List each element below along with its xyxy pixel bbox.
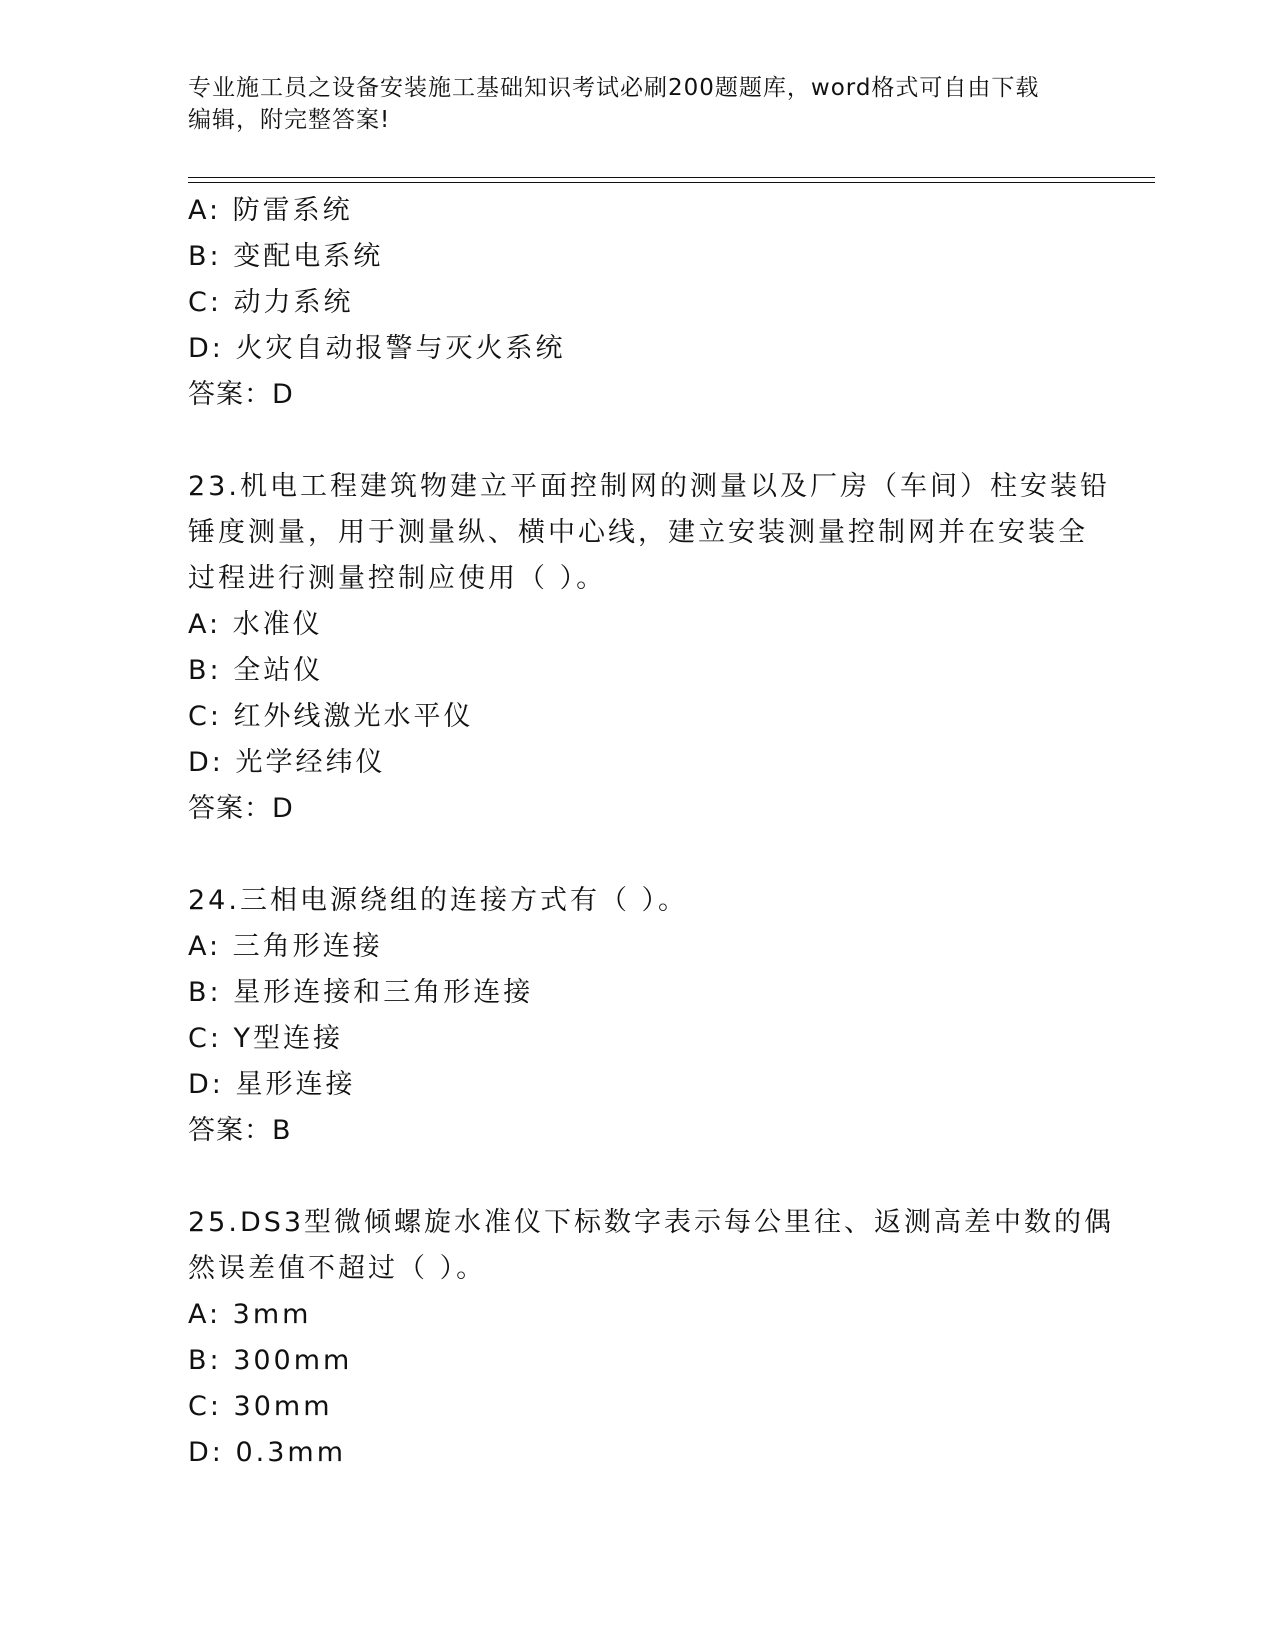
option-b: B: 变配电系统 — [188, 241, 384, 272]
option-d: D: 光学经纬仪 — [188, 747, 386, 778]
option-a: A: 防雷系统 — [188, 195, 353, 226]
question-25 — [188, 1200, 1115, 1476]
option-d: D: 0.3mm — [188, 1437, 347, 1468]
option-b: B: 全站仪 — [188, 655, 324, 686]
option-a: A: 三角形连接 — [188, 931, 383, 962]
question-stem-line-2: 锤度测量，用于测量纵、横中心线，建立安装测量控制网并在安装全 — [188, 517, 1088, 548]
option-b: B: 星形连接和三角形连接 — [188, 977, 534, 1008]
option-c: C: 红外线激光水平仪 — [188, 701, 474, 732]
option-b: B: 300mm — [188, 1345, 353, 1376]
question-stem-line-1: 25.DS3型微倾螺旋水准仪下标数字表示每公里往、返测高差中数的偶 — [188, 1207, 1115, 1238]
option-c: C: Y型连接 — [188, 1023, 344, 1054]
option-d: D: 星形连接 — [188, 1069, 356, 1100]
spacer — [188, 418, 1088, 464]
question-stem-line-2: 然误差值不超过（ ）。 — [188, 1253, 487, 1284]
header-divider-bottom — [188, 182, 1155, 183]
question-stem-line-1: 24.三相电源绕组的连接方式有（ ）。 — [188, 885, 689, 916]
header-title-line-1: 专业施工员之设备安装施工基础知识考试必刷200题题库，word格式可自由下载 — [188, 75, 1040, 101]
option-c: C: 30mm — [188, 1391, 333, 1422]
answer-text: 答案：D — [188, 379, 294, 410]
answer-text: 答案：D — [188, 793, 294, 824]
question-24 — [188, 878, 1088, 1154]
option-d: D: 火灾自动报警与灭火系统 — [188, 333, 566, 364]
header-title-line-2: 编辑，附完整答案! — [188, 107, 391, 133]
option-a: A: 水准仪 — [188, 609, 323, 640]
option-a: A: 3mm — [188, 1299, 312, 1330]
question-list — [188, 188, 1115, 1476]
question-23 — [188, 464, 1110, 832]
question-stem-line-1: 23.机电工程建筑物建立平面控制网的测量以及厂房（车间）柱安装铅 — [188, 471, 1110, 502]
option-c: C: 动力系统 — [188, 287, 354, 318]
spacer — [188, 832, 1088, 878]
answer-text: 答案：B — [188, 1115, 292, 1146]
document-header — [188, 72, 1068, 136]
spacer — [188, 1154, 1088, 1200]
question-stem-line-3: 过程进行测量控制应使用（ ）。 — [188, 563, 607, 594]
question-22 — [188, 188, 1088, 418]
header-divider-top — [188, 177, 1155, 178]
